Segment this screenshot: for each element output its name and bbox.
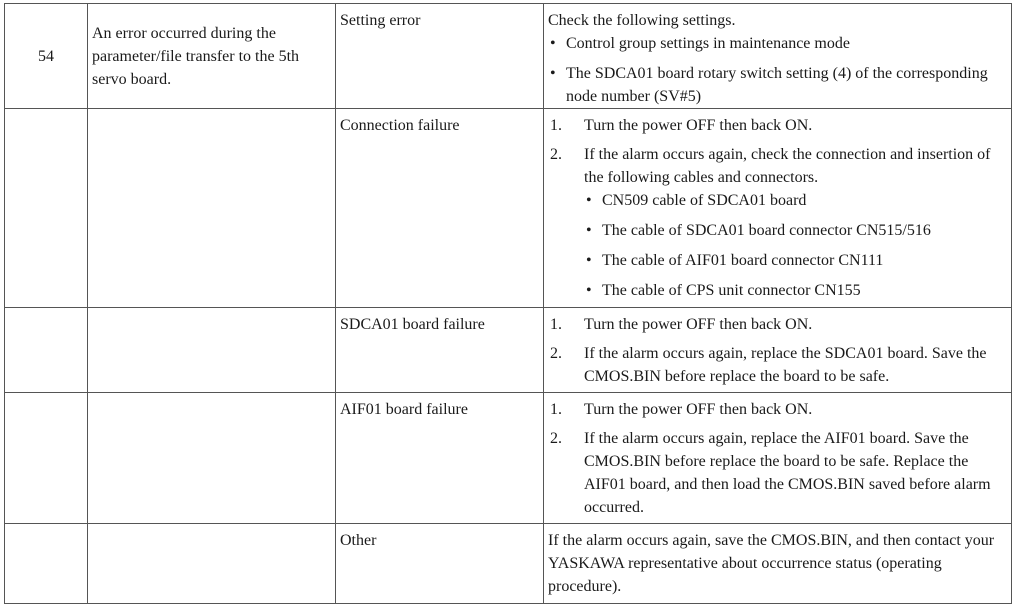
bullet-icon: •	[550, 65, 556, 82]
bullet-text: CN509 cable of SDCA01 board	[602, 192, 807, 209]
cause-cell	[336, 4, 544, 109]
cause-text: Other	[340, 532, 377, 549]
empty-description-cell	[88, 308, 336, 393]
step-number: 1.	[550, 316, 562, 333]
list-item	[548, 32, 1007, 55]
step-number: 2.	[550, 345, 562, 362]
cause-text: Connection failure	[340, 117, 460, 134]
empty-description-cell	[88, 524, 336, 604]
list-item	[548, 398, 1007, 421]
list-item	[548, 427, 1007, 519]
list-item	[548, 342, 1007, 388]
step-text: If the alarm occurs again, replace the AIF01 board. Save the CMOS.BIN before replace the board to be safe. Replace the AIF01 board, and then load the CMOS.BIN saved before alarm occurred.	[584, 430, 991, 516]
step-text: If the alarm occurs again, replace the SDCA01 board. Save the CMOS.BIN before replace the board to be safe.	[584, 345, 987, 385]
remedy-cell	[544, 109, 1012, 308]
bullet-text: The cable of CPS unit connector CN155	[602, 282, 861, 299]
bullet-text: Control group settings in maintenance mode	[566, 35, 850, 52]
cause-text: SDCA01 board failure	[340, 316, 485, 333]
table-row	[5, 4, 1012, 109]
remedy-cell	[544, 524, 1012, 604]
bullet-icon: •	[550, 35, 556, 52]
list-item	[548, 279, 1007, 302]
cause-cell	[336, 308, 544, 393]
alarm-description	[88, 4, 336, 109]
table-row	[5, 393, 1012, 524]
remedy-cell	[544, 393, 1012, 524]
step-text: Turn the power OFF then back ON.	[584, 401, 813, 418]
step-text: Turn the power OFF then back ON.	[584, 117, 813, 134]
list-item	[548, 189, 1007, 212]
step-number: 1.	[550, 401, 562, 418]
step-number: 2.	[550, 146, 562, 163]
cause-cell	[336, 109, 544, 308]
empty-code-cell	[5, 393, 88, 524]
bullet-text: The cable of AIF01 board connector CN111	[602, 252, 884, 269]
remedy-cell	[544, 308, 1012, 393]
list-item	[548, 114, 1007, 137]
remedy-text: If the alarm occurs again, save the CMOS.BIN, and then contact your YASKAWA representative about occurrence status (operating procedure).	[548, 532, 995, 595]
step-text: Turn the power OFF then back ON.	[584, 316, 813, 333]
bullet-icon: •	[586, 192, 592, 209]
remedy-intro: Check the following settings.	[548, 12, 736, 29]
list-item	[548, 143, 1007, 189]
cause-cell	[336, 393, 544, 524]
table-row	[5, 308, 1012, 393]
step-number: 2.	[550, 430, 562, 447]
table-row	[5, 524, 1012, 604]
step-text: If the alarm occurs again, check the connection and insertion of the following cables and connectors.	[584, 146, 991, 186]
bullet-text: The SDCA01 board rotary switch setting (4) of the corresponding node number (SV#5)	[566, 65, 988, 105]
bullet-text: The cable of SDCA01 board connector CN515/516	[602, 222, 931, 239]
bullet-icon: •	[586, 252, 592, 269]
empty-description-cell	[88, 109, 336, 308]
bullet-icon: •	[586, 222, 592, 239]
empty-description-cell	[88, 393, 336, 524]
list-item	[548, 62, 1007, 108]
alarm-table	[4, 3, 1012, 604]
alarm-code	[5, 4, 88, 109]
step-number: 1.	[550, 117, 562, 134]
alarm-description-text: An error occurred during the parameter/file transfer to the 5th servo board.	[92, 25, 300, 88]
alarm-code-text: 54	[38, 47, 54, 65]
remedy-cell	[544, 4, 1012, 109]
empty-code-cell	[5, 308, 88, 393]
cause-cell	[336, 524, 544, 604]
cause-text: Setting error	[340, 12, 421, 29]
cause-text: AIF01 board failure	[340, 401, 468, 418]
list-item	[548, 313, 1007, 336]
list-item	[548, 249, 1007, 272]
bullet-icon: •	[586, 282, 592, 299]
empty-code-cell	[5, 524, 88, 604]
list-item	[548, 219, 1007, 242]
table-row	[5, 109, 1012, 308]
empty-code-cell	[5, 109, 88, 308]
